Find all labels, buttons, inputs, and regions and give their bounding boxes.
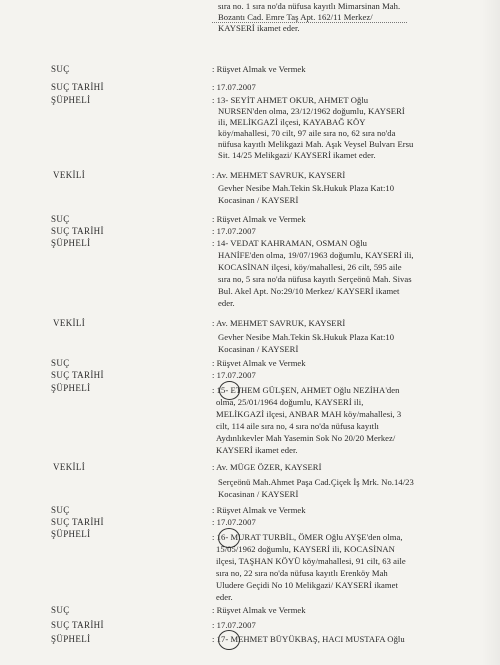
suc-tarihi-label: SUÇ TARİHİ bbox=[51, 620, 104, 630]
suc-tarihi-label: SUÇ TARİHİ bbox=[51, 370, 104, 380]
suc-tarihi-value: : 17.07.2007 bbox=[212, 517, 256, 527]
supheli-label: ŞÜPHELİ bbox=[51, 238, 91, 248]
supheli-label: ŞÜPHELİ bbox=[51, 383, 91, 393]
supheli-line: cilt, 114 aile sıra no, 4 sıra no'da nüfusa kayıtlı bbox=[216, 421, 379, 431]
supheli-line: köy/mahallesi, 70 cilt, 97 aile sıra no, 62 sıra no'da bbox=[218, 128, 396, 138]
suc-tarihi-value: : 17.07.2007 bbox=[212, 226, 256, 236]
vekili-line: : Av. MEHMET SAVRUK, KAYSERİ bbox=[212, 170, 346, 180]
underline-mark bbox=[212, 22, 407, 23]
suc-label: SUÇ bbox=[51, 605, 70, 615]
supheli-line: eder. bbox=[218, 298, 235, 308]
supheli-line: Bul. Akel Apt. No:29/10 Merkez/ KAYSERİ ikamet bbox=[218, 286, 400, 296]
suc-label: SUÇ bbox=[51, 214, 70, 224]
supheli-line: : 14- VEDAT KAHRAMAN, OSMAN Oğlu bbox=[212, 238, 368, 248]
suc-value: : Rüşvet Almak ve Vermek bbox=[212, 605, 306, 615]
suc-value: : Rüşvet Almak ve Vermek bbox=[212, 64, 306, 74]
supheli-label: ŞÜPHELİ bbox=[51, 529, 91, 539]
top-line: sıra no. 1 sıra no'da nüfusa kayıtlı Mimarsinan Mah. bbox=[218, 1, 401, 11]
suc-label: SUÇ bbox=[51, 505, 70, 515]
vekili-line: Serçeönü Mah.Ahmet Paşa Cad.Çiçek İş Mrk. No.14/23 bbox=[218, 477, 414, 487]
vekili-line: : Av. MEHMET SAVRUK, KAYSERİ bbox=[212, 318, 346, 328]
vekili-line: Kocasinan / KAYSERİ bbox=[218, 344, 299, 354]
supheli-line: olma, 25/01/1964 doğumlu, KAYSERİ ili, bbox=[216, 397, 364, 407]
suc-tarihi-label: SUÇ TARİHİ bbox=[51, 82, 104, 92]
supheli-line: Aydınlıkevler Mah Yasemin Sok No 20/20 Merkez/ bbox=[216, 433, 396, 443]
vekili-line: : Av. MÜGE ÖZER, KAYSERİ bbox=[212, 462, 322, 472]
supheli-line: MELİKGAZİ ilçesi, ANBAR MAH köy/mahallesi, 3 bbox=[216, 409, 402, 419]
supheli-line: ili, MELİKGAZİ ilçesi, KAYABAĞ KÖY bbox=[218, 117, 366, 127]
supheli-line: KAYSERİ ikamet eder. bbox=[216, 445, 298, 455]
supheli-line: HANİFE'den olma, 19/07/1963 doğumlu, KAYSERİ ili, bbox=[218, 250, 414, 260]
vekili-line: Gevher Nesibe Mah.Tekin Sk.Hukuk Plaza Kat:10 bbox=[218, 332, 395, 342]
supheli-line: : 17- MEHMET BÜYÜKBAŞ, HACI MUSTAFA Oğlu bbox=[212, 634, 405, 644]
supheli-line: ilçesi, TAŞHAN KÖYÜ köy/mahallesi, 91 cilt, 63 aile bbox=[216, 556, 406, 566]
vekili-line: Gevher Nesibe Mah.Tekin Sk.Hukuk Plaza Kat:10 bbox=[218, 183, 395, 193]
supheli-line: 15/05/1962 doğumlu, KAYSERİ ili, KOCASİNAN bbox=[216, 544, 395, 554]
supheli-line: sıra no, 22 sıra no'da nüfusa kayıtlı Erenköy Mah bbox=[216, 568, 388, 578]
vekili-label: VEKİLİ bbox=[53, 318, 86, 328]
supheli-line: : 16- MURAT TURBİL, ÖMER Oğlu AYŞE'den olma, bbox=[212, 532, 403, 542]
suc-tarihi-value: : 17.07.2007 bbox=[212, 620, 256, 630]
vekili-label: VEKİLİ bbox=[53, 170, 86, 180]
vekili-line: Kocasinan / KAYSERİ bbox=[218, 195, 299, 205]
suc-tarihi-value: : 17.07.2007 bbox=[212, 82, 256, 92]
vekili-label: VEKİLİ bbox=[53, 462, 86, 472]
suc-value: : Rüşvet Almak ve Vermek bbox=[212, 505, 306, 515]
supheli-line: sıra no, 5 sıra no'da nüfusa kayıtlı Serçeönü Mah. Sivas bbox=[218, 274, 412, 284]
supheli-line: KOCASİNAN ilçesi, köy/mahallesi, 26 cilt, 595 aile bbox=[218, 262, 402, 272]
supheli-line: nüfusa kayıtlı Melikgazi Mah. Aşık Veysel Bulvarı Ersu bbox=[218, 139, 414, 149]
vekili-line: Kocasinan / KAYSERİ bbox=[218, 489, 299, 499]
suc-tarihi-label: SUÇ TARİHİ bbox=[51, 226, 104, 236]
suc-label: SUÇ bbox=[51, 358, 70, 368]
handwritten-circle-mark bbox=[218, 630, 240, 650]
top-line: KAYSERİ ikamet eder. bbox=[218, 23, 300, 33]
scan-shadow bbox=[482, 0, 500, 665]
suc-tarihi-value: : 17.07.2007 bbox=[212, 370, 256, 380]
supheli-label: ŞÜPHELİ bbox=[51, 634, 91, 644]
supheli-line: Uludere Geçidi No 10 Melikgazi/ KAYSERİ ikamet bbox=[216, 580, 398, 590]
suc-label: SUÇ bbox=[51, 64, 70, 74]
supheli-label: ŞÜPHELİ bbox=[51, 95, 91, 105]
suc-value: : Rüşvet Almak ve Vermek bbox=[212, 358, 306, 368]
supheli-line: : 15- ETHEM GÜLŞEN, AHMET Oğlu NEZİHA'den bbox=[212, 385, 400, 395]
supheli-line: : 13- SEYİT AHMET OKUR, AHMET Oğlu bbox=[212, 95, 369, 105]
top-line: Bozantı Cad. Emre Taş Apt. 162/11 Merkez/ bbox=[218, 12, 373, 22]
supheli-line: eder. bbox=[216, 592, 233, 602]
suc-value: : Rüşvet Almak ve Vermek bbox=[212, 214, 306, 224]
suc-tarihi-label: SUÇ TARİHİ bbox=[51, 517, 104, 527]
supheli-line: NURSEN'den olma, 23/12/1962 doğumlu, KAYSERİ bbox=[218, 106, 405, 116]
supheli-line: Sit. 14/25 Melikgazi/ KAYSERİ ikamet eder. bbox=[218, 150, 376, 160]
